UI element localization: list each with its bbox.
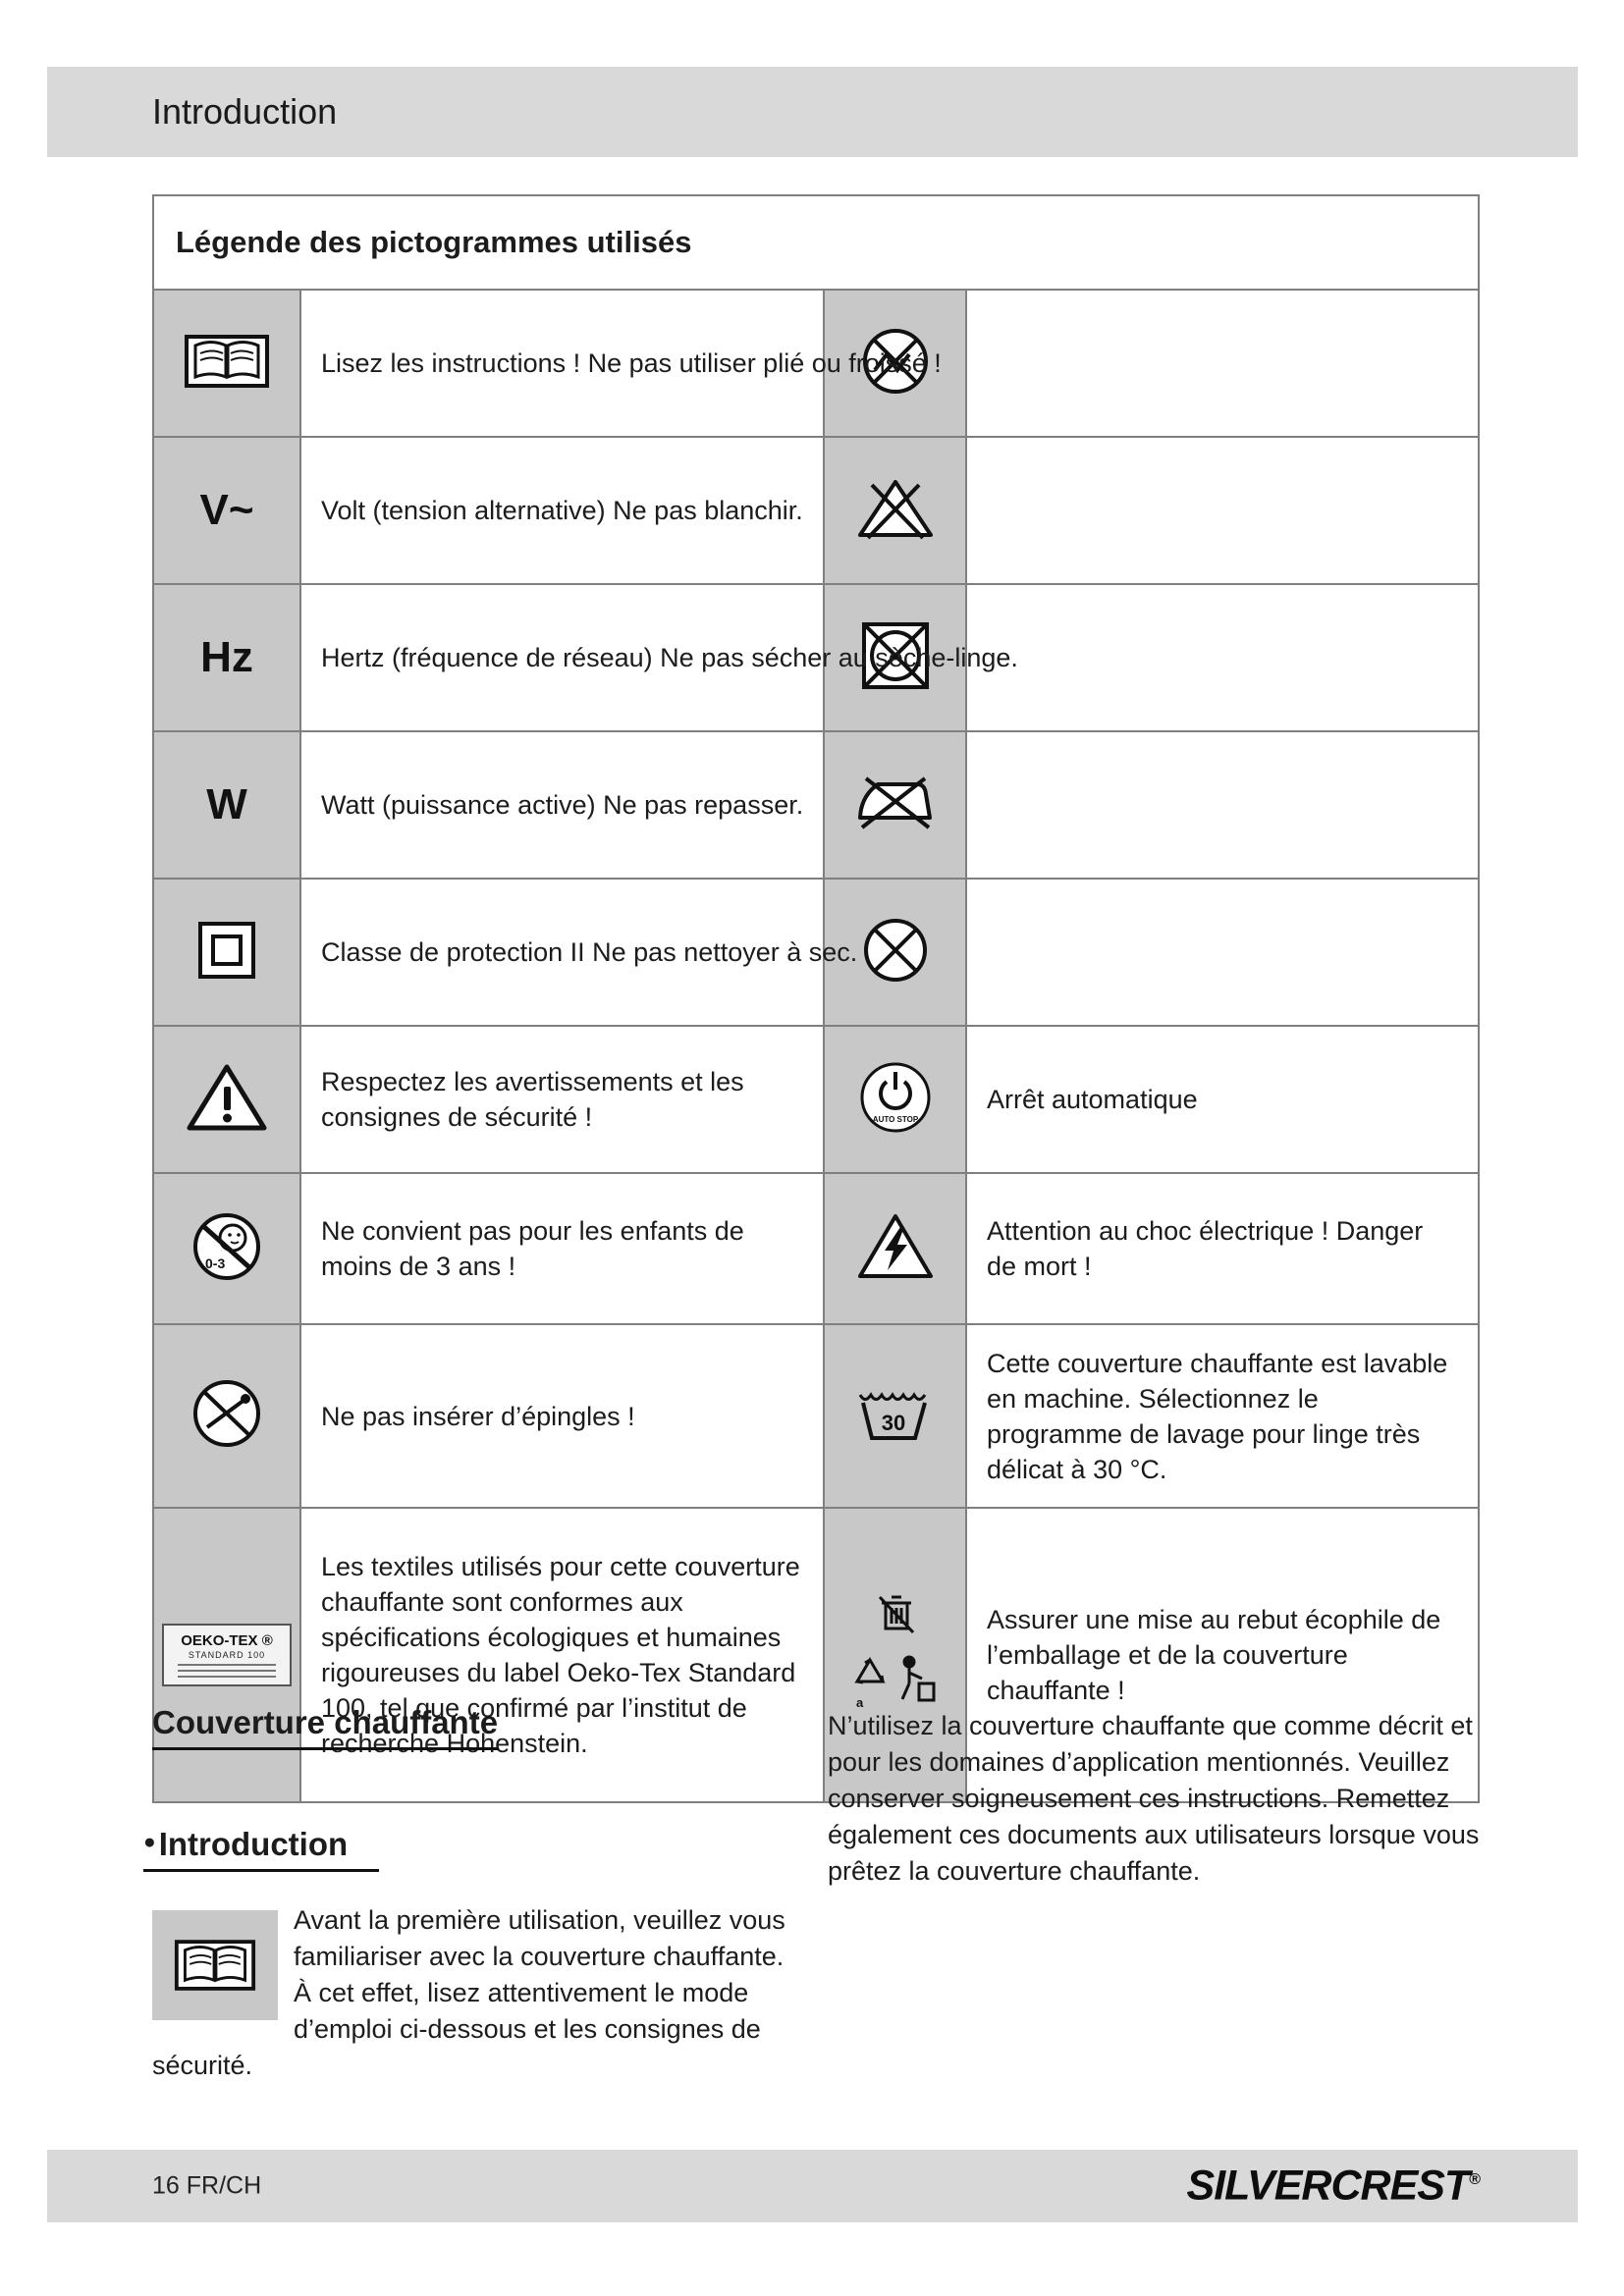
legend-icon-cell	[153, 437, 300, 584]
table-row	[153, 1324, 1479, 1508]
svg-text:30: 30	[881, 1411, 905, 1435]
intro-paragraph: Avant la première utilisation, veuillez vous familiariser avec la couverture chauffante. À cet effet, lisez attentivement le mode d’emploi ci-dessous et les consignes de sécurité.	[152, 1905, 785, 2080]
legend-text-cell	[300, 437, 824, 584]
machine-wash-30-icon	[852, 1381, 939, 1446]
legend-text-cell	[300, 290, 942, 437]
legend-table	[152, 194, 1480, 1803]
section-heading-introduction	[143, 1826, 379, 1872]
legend-text: Respectez les avertissements et les consignes de sécurité !	[321, 1067, 744, 1132]
legend-text-cell	[966, 1173, 1479, 1324]
page-number-label: 16 FR/CH	[152, 2171, 262, 2200]
registered-mark-icon: ®	[1469, 2171, 1480, 2189]
legend-text-cell	[966, 1324, 1479, 1508]
table-row	[153, 584, 1479, 731]
legend-text-cell	[966, 290, 1479, 437]
legend-text: Ne convient pas pour les enfants de moins de 3 ans !	[321, 1216, 744, 1281]
legend-icon-cell	[153, 1026, 300, 1173]
section-heading-couverture: Couverture chauffante	[152, 1704, 498, 1750]
auto-stop-icon	[858, 1060, 933, 1135]
warning-icon	[185, 1061, 269, 1134]
legend-icon-cell	[153, 1173, 300, 1324]
legend-text-cell	[966, 731, 1479, 879]
legend-text-cell	[966, 584, 1479, 731]
legend-text-cell	[300, 1508, 824, 1802]
table-row	[153, 1026, 1479, 1173]
legend-text: Hertz (fréquence de réseau) Ne pas sécher au sèche-linge.	[321, 643, 1018, 672]
legend-text: Assurer une mise au rebut écophile de l’emballage et de la couverture chauffante !	[987, 1605, 1441, 1705]
oeko-tex-title: OEKO-TEX ®	[181, 1631, 273, 1649]
legend-text: Cette couverture chauffante est lavable en machine. Sélectionnez le programme de lavage pour linge très délicat à 30 °C.	[987, 1348, 1448, 1484]
svg-text:0-3: 0-3	[205, 1255, 226, 1271]
legend-text: Arrêt automatique	[987, 1085, 1198, 1114]
legend-text-cell	[966, 437, 1479, 584]
oeko-tex-subtitle: STANDARD 100	[188, 1649, 266, 1660]
legend-text: Lisez les instructions ! Ne pas utiliser plié ou froissé !	[321, 348, 942, 378]
do-not-dry-clean-icon	[860, 915, 931, 986]
disposal-recycling-icon	[848, 1589, 943, 1717]
protection-class-2-icon	[196, 920, 257, 981]
legend-text-cell	[300, 1173, 824, 1324]
read-instructions-icon	[184, 332, 270, 391]
legend-text: Attention au choc électrique ! Danger de mort !	[987, 1216, 1424, 1281]
no-pins-icon	[189, 1376, 264, 1451]
legend-icon-cell	[824, 1173, 966, 1324]
legend-icon-cell	[824, 1026, 966, 1173]
legend-icon-cell	[824, 437, 966, 584]
hertz-icon: Hz	[200, 633, 253, 681]
silvercrest-logo	[1187, 2163, 1480, 2211]
svg-text:AUTO STOP: AUTO STOP	[872, 1114, 918, 1124]
legend-text-cell	[300, 1026, 824, 1173]
table-row	[153, 437, 1479, 584]
no-children-under-3-icon	[189, 1209, 264, 1284]
table-row	[153, 731, 1479, 879]
table-row	[153, 1173, 1479, 1324]
electric-shock-icon	[855, 1211, 936, 1282]
legend-text-cell	[300, 731, 824, 879]
legend-text: Watt (puissance active) Ne pas repasser.	[321, 790, 804, 820]
legend-text-cell	[300, 584, 1018, 731]
legend-icon-cell	[824, 1324, 966, 1508]
section-heading-introduction-label: Introduction	[158, 1826, 349, 1862]
legend-text: Classe de protection II Ne pas nettoyer à sec.	[321, 937, 858, 967]
legend-text: Volt (tension alternative) Ne pas blanchir.	[321, 496, 803, 525]
legend-text-cell	[300, 1324, 824, 1508]
page-header-band	[47, 67, 1578, 157]
intro-paragraph-block	[152, 1902, 808, 2084]
bullet-icon: ●	[143, 1831, 156, 1853]
legend-icon-cell	[153, 584, 300, 731]
legend-text: Les textiles utilisés pour cette couverture chauffante sont conformes aux spécifications écologiques et humaines rigoureuses du label Oeko-Tex Standard 100, tel que confirmé par l’institut de recherche Hohenstein.	[321, 1552, 800, 1758]
read-instructions-icon	[152, 1910, 278, 2020]
silvercrest-logo-silver: SILVER	[1186, 2162, 1331, 2210]
legend-icon-cell	[153, 1324, 300, 1508]
table-row	[153, 879, 1479, 1026]
oeko-tex-label	[162, 1624, 292, 1687]
legend-text: Ne pas insérer d’épingles !	[321, 1401, 635, 1431]
table-row	[153, 290, 1479, 437]
watt-icon: W	[206, 780, 247, 828]
legend-icon-cell	[153, 879, 300, 1026]
svg-text:a: a	[855, 1694, 863, 1710]
volt-icon: V~	[199, 486, 254, 534]
legend-text-cell	[966, 879, 1479, 1026]
legend-icon-cell	[153, 1508, 300, 1802]
oeko-tex-fine-print	[168, 1664, 286, 1678]
legend-text-cell	[300, 879, 858, 1026]
silvercrest-logo-crest: CREST	[1330, 2162, 1470, 2210]
usage-paragraph: N’utilisez la couverture chauffante que comme décrit et pour les domaines d’application mentionnés. Veuillez conserver soigneusement ces instructions. Remettez également ces documents aux utilisateurs lorsque vous prêtez la couverture chauffante.	[828, 1711, 1480, 1886]
do-not-iron-icon	[852, 773, 939, 833]
page-footer-band	[47, 2150, 1578, 2222]
page-header-title: Introduction	[152, 91, 338, 132]
do-not-bleach-icon	[854, 475, 937, 542]
legend-icon-cell	[153, 290, 300, 437]
legend-icon-cell	[824, 731, 966, 879]
legend-text-cell	[966, 1026, 1479, 1173]
legend-icon-cell	[153, 731, 300, 879]
legend-title: Légende des pictogrammes utilisés	[153, 195, 1479, 290]
